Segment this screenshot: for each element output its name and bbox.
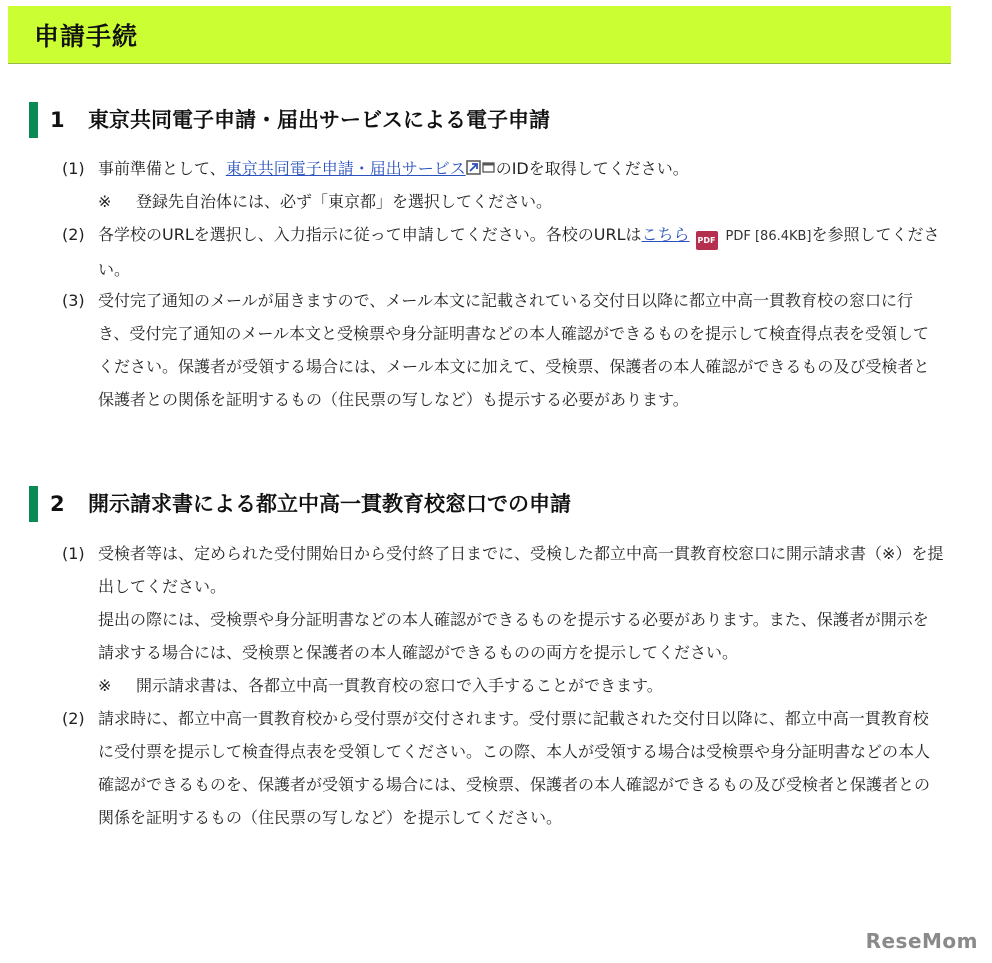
item-text: 請求時に、都立中高一貫教育校から受付票が交付されます。受付票に記載された交付日以降に、都立中高一貫教育校に受付票を提示して検査得点表を受領してください。この際、本人が受領する場合は受検票や身分証明書などの本人確認ができるものを、保護者が受領する場合には、受検票、保護者の本人確認ができるもの及び受検者と保護者との関係を証明するもの（住民票の写しなど）を提示してください。 — [98, 709, 931, 827]
item-text: 受検者等は、定められた受付開始日から受付終了日までに、受検した都立中高一貫教育校窓口に開示請求書（※）を提出してください。 — [98, 544, 944, 596]
section-2-number: 2 — [50, 492, 65, 516]
item-text: 受付完了通知のメールが届きますので、メール本文に記載されている交付日以降に都立中高一貫教育校の窓口に行き、受付完了通知のメール本文と受検票や身分証明書などの本人確認ができるものを提示して検査得点表を受領してください。保護者が受領する場合には、メール本文に加えて、受検票、保護者の本人確認ができるもの及び受検者と保護者との関係を証明するもの（住民票の写しなど）も提示する必要があります。 — [98, 291, 930, 409]
item-label: (1) — [62, 544, 85, 563]
section-2-item-1-continuation — [98, 603, 944, 669]
section-1-item-3 — [62, 284, 944, 416]
item-text-before: 事前準備として、 — [98, 159, 226, 178]
section-1-title: 東京共同電子申請・届出サービスによる電子申請 — [88, 108, 550, 132]
external-window-icon — [466, 154, 496, 187]
section-2-note-1 — [98, 669, 944, 702]
e-application-service-link[interactable]: 東京共同電子申請・届出サービス — [225, 159, 466, 178]
section-1-item-1 — [62, 152, 944, 187]
section-2-item-1 — [62, 537, 944, 603]
note-mark: ※ — [98, 676, 112, 695]
section-1-heading — [29, 102, 550, 138]
item-label: (2) — [62, 709, 85, 728]
item-text-after: を参照してください。 — [98, 225, 940, 279]
item-label: (1) — [62, 159, 85, 178]
resemom-watermark: ReseMom — [865, 929, 978, 953]
item-text: 提出の際には、受検票や身分証明書などの本人確認ができるものを提示する必要があります。また、保護者が開示を請求する場合には、受検票と保護者の本人確認ができるものの両方を提示してください。 — [98, 610, 929, 662]
section-1-item-2 — [62, 218, 944, 286]
page-header — [8, 6, 951, 64]
pdf-size: PDF [86.4KB] — [725, 229, 812, 244]
section-2-item-2 — [62, 702, 944, 834]
item-text-after: のIDを取得してください。 — [495, 159, 689, 178]
item-text-before: 各学校のURLを選択し、入力指示に従って申請してください。各校のURLは — [98, 225, 642, 244]
section-2-heading — [29, 486, 571, 522]
section-2-title: 開示請求書による都立中高一貫教育校窓口での申請 — [88, 492, 571, 516]
section-1-note-1 — [98, 185, 944, 218]
note-text: 登録先自治体には、必ず「東京都」を選択してください。 — [136, 192, 553, 211]
note-text: 開示請求書は、各都立中高一貫教育校の窓口で入手することができます。 — [136, 676, 663, 695]
page-title: 申請手続 — [34, 22, 139, 51]
section-1-number: 1 — [50, 108, 65, 132]
item-label: (3) — [62, 291, 85, 310]
item-label: (2) — [62, 225, 85, 244]
school-url-pdf-link[interactable]: こちら — [641, 225, 690, 244]
note-mark: ※ — [98, 192, 112, 211]
pdf-icon: PDF — [696, 231, 718, 250]
